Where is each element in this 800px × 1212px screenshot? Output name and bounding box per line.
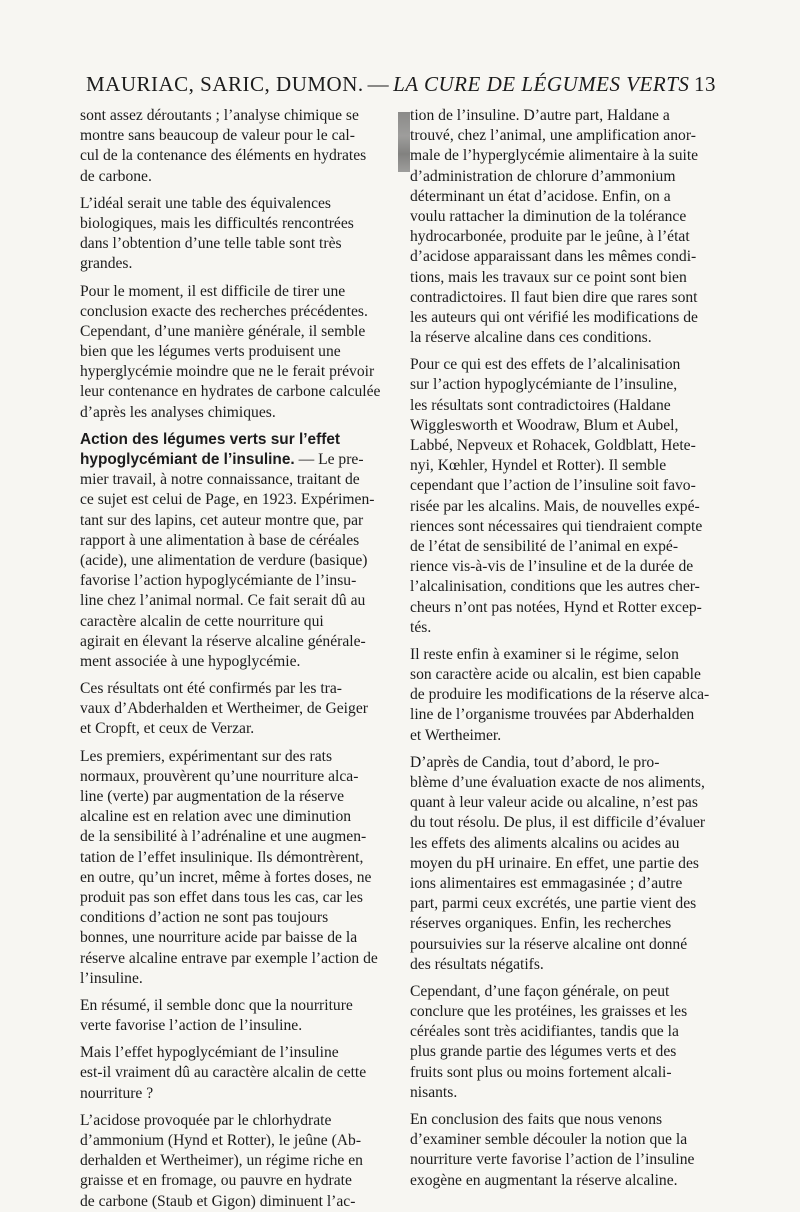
line-text: du tout résolu. De plus, il est difficile d’évaluer: [410, 814, 706, 832]
line-text: fruits sont plus ou moins fortement alcali-: [410, 1063, 672, 1081]
line-text: Pour ce qui est des effets de l’alcalinisation: [410, 356, 681, 374]
text-line: [410, 834, 722, 854]
line-text: de carbone (Staub et Gigon) diminuent l’ac-: [80, 1192, 356, 1210]
text-line: [80, 167, 392, 187]
text-line: [410, 935, 722, 955]
text-line: [80, 322, 392, 342]
text-line: [410, 1110, 722, 1130]
line-text: en outre, qu’un incret, même à fortes doses, ne: [80, 868, 372, 886]
line-text: de l’état de sensibilité de l’animal en expé-: [410, 537, 679, 555]
text-line: [410, 126, 722, 146]
text-line: [80, 1111, 392, 1131]
text-line: [410, 146, 722, 166]
text-line: [410, 537, 722, 557]
text-line: [410, 1042, 722, 1062]
page-number: 13: [694, 72, 716, 96]
text-line: [80, 214, 392, 234]
text-line: [80, 1084, 392, 1104]
text-line: [80, 282, 392, 302]
line-text: des résultats négatifs.: [410, 955, 544, 973]
header-authors: MAURIAC, SARIC, DUMON.: [86, 72, 364, 96]
text-line: [80, 490, 392, 510]
text-line: [80, 719, 392, 739]
line-text: exogène en augmentant la réserve alcaline.: [410, 1171, 678, 1189]
line-text: nourriture verte favorise l’action de l’insuline: [410, 1151, 695, 1169]
line-text: graisse et en fromage, ou pauvre en hydrate: [80, 1172, 352, 1190]
section-heading: hypoglycémiant de l’insuline.: [80, 451, 295, 468]
text-line: [410, 705, 722, 725]
line-text: Labbé, Nepveux et Rohacek, Goldblatt, Hete-: [410, 437, 696, 454]
text-line: [80, 1131, 392, 1151]
line-text: de carbone.: [80, 167, 152, 185]
text-line: [410, 1171, 722, 1191]
paragraph-gap: [80, 1104, 392, 1111]
right-column: [410, 106, 722, 1191]
line-text: L’idéal serait une table des équivalences: [80, 194, 331, 212]
text-line: [80, 302, 392, 322]
line-text: est-il vraiment dû au caractère alcalin de cette: [80, 1064, 367, 1082]
text-line: [410, 288, 722, 308]
text-line: [80, 767, 392, 787]
line-text: mier travail, à notre connaissance, traitant de: [80, 471, 360, 489]
line-text: D’après de Candia, tout d’abord, le pro-: [410, 753, 660, 771]
text-line: [410, 187, 722, 207]
line-text: tation de l’effet insulinique. Ils démontrèrent,: [80, 848, 364, 866]
line-text: line (verte) par augmentation de la réserve: [80, 788, 345, 805]
text-line: [80, 403, 392, 423]
text-line: [80, 571, 392, 591]
text-line: [80, 362, 392, 382]
paragraph-gap: [80, 1036, 392, 1043]
line-text: produit pas son effet dans tous les cas, car les: [80, 888, 363, 906]
line-text: rience vis-à-vis de l’insuline et de la durée de: [410, 558, 694, 576]
text-line: [80, 747, 392, 767]
text-line: [410, 167, 722, 187]
line-text: céréales sont très acidifiantes, tandis que la: [410, 1023, 679, 1041]
line-text: L’acidose provoquée par le chlorhydrate: [80, 1111, 332, 1129]
text-line: [80, 511, 392, 531]
running-header: [86, 72, 716, 100]
text-line: [80, 807, 392, 827]
text-line: [410, 227, 722, 247]
line-text: verte favorise l’action de l’insuline.: [80, 1017, 303, 1035]
text-line: [80, 1043, 392, 1063]
text-line: [80, 969, 392, 989]
line-text: cependant que l’action de l’insuline soit favo-: [410, 477, 696, 495]
text-line: [80, 632, 392, 652]
text-line: [80, 679, 392, 699]
line-text: Wigglesworth et Woodraw, Blum et Aubel,: [410, 416, 679, 434]
text-line: [410, 355, 722, 375]
line-text: derhalden et Wertheimer), un régime riche en: [80, 1152, 363, 1170]
section-heading: Action des légumes verts sur l’effet: [80, 430, 341, 448]
text-line: [80, 996, 392, 1016]
line-text: cul de la contenance des éléments en hydrates: [80, 147, 367, 165]
line-text: cheurs n’ont pas notées, Hynd et Rotter excep-: [410, 598, 702, 616]
paragraph-gap: [80, 187, 392, 194]
line-text: Mais l’effet hypoglycémiant de l’insuline: [80, 1044, 339, 1062]
text-line: [80, 382, 392, 402]
text-line: [410, 456, 722, 476]
line-text: sont assez déroutants ; l’analyse chimique se: [80, 107, 359, 124]
line-text: tions, mais les travaux sur ce point sont bien: [410, 268, 687, 286]
paragraph-gap: [410, 975, 722, 982]
line-text: male de l’hyperglycémie alimentaire à la suite: [410, 147, 699, 165]
text-line: [80, 531, 392, 551]
text-line: [80, 848, 392, 868]
text-line: [80, 342, 392, 362]
line-text: montre sans beaucoup de valeur pour le cal-: [80, 127, 355, 145]
text-line: [80, 234, 392, 254]
line-text: ce sujet est celui de Page, en 1923. Expérimen-: [80, 491, 375, 509]
line-text: dans l’obtention d’une telle table sont très: [80, 235, 342, 253]
text-line: [410, 207, 722, 227]
text-line: [410, 497, 722, 517]
line-text: line de l’organisme trouvées par Abderhalden: [410, 706, 695, 724]
line-text: nourriture ?: [80, 1084, 154, 1102]
line-text: caractère alcalin de cette nourriture qui: [80, 612, 324, 630]
line-text: leur contenance en hydrates de carbone calculée: [80, 383, 381, 401]
line-text: Cependant, d’une façon générale, on peut: [410, 982, 670, 1000]
text-line: [80, 787, 392, 807]
text-line: [80, 106, 392, 126]
text-line: [410, 726, 722, 746]
text-line: [80, 1063, 392, 1083]
text-line: [80, 652, 392, 672]
line-text: ment associée à une hypoglycémie.: [80, 652, 301, 670]
line-text: d’après les analyses chimiques.: [80, 403, 276, 421]
line-text: contradictoires. Il faut bien dire que rares sont: [410, 288, 698, 306]
text-line: [80, 254, 392, 274]
text-line: [410, 982, 722, 1002]
line-text: tant sur des lapins, cet auteur montre que, par: [80, 511, 364, 529]
text-line: [80, 126, 392, 146]
text-line: [80, 194, 392, 214]
line-text: agirait en élevant la réserve alcaline générale-: [80, 632, 366, 650]
left-column: [80, 106, 392, 1212]
line-text: déterminant un état d’acidose. Enfin, on a: [410, 187, 671, 205]
line-text: riences sont nécessaires qui tiendraient compte: [410, 517, 703, 535]
line-text: part, parmi ceux excrétés, une partie vient des: [410, 895, 697, 913]
line-text: nyi, Kœhler, Hyndel et Rotter). Il semble: [410, 457, 667, 475]
text-line: [410, 1150, 722, 1170]
line-text: hyperglycémie moindre que ne le ferait prévoir: [80, 363, 375, 381]
text-line: [410, 436, 722, 456]
header-title: LA CURE DE LÉGUMES VERTS: [393, 72, 690, 96]
text-line: [80, 1016, 392, 1036]
text-line: [410, 753, 722, 773]
line-text: voulu rattacher la diminution de la tolérance: [410, 207, 687, 225]
line-text: tés.: [410, 618, 432, 636]
text-line: [80, 146, 392, 166]
text-line: [410, 598, 722, 618]
paragraph-gap: [80, 740, 392, 747]
text-line: [410, 268, 722, 288]
text-line: [410, 1130, 722, 1150]
text-line: [410, 328, 722, 348]
line-text: conclusion exacte des recherches précédentes.: [80, 302, 368, 320]
text-line: [410, 375, 722, 395]
line-text: plus grande partie des légumes verts et des: [410, 1043, 677, 1061]
text-line: [80, 699, 392, 719]
scan-smudge: [398, 112, 410, 172]
line-text: d’ammonium (Hynd et Rotter), le jeûne (Ab-: [80, 1132, 362, 1149]
text-line: [410, 1063, 722, 1083]
line-text: moyen du pH urinaire. En effet, une partie des: [410, 854, 699, 872]
line-text: les auteurs qui ont vérifié les modifications de: [410, 308, 698, 326]
line-text: tion de l’insuline. D’autre part, Haldane a: [410, 107, 670, 124]
line-text: poursuivies sur la réserve alcaline ont donné: [410, 935, 688, 953]
line-text: la réserve alcaline dans ces conditions.: [410, 329, 652, 347]
paragraph-gap: [410, 1103, 722, 1110]
line-text: normaux, prouvèrent qu’une nourriture alca-: [80, 767, 359, 785]
line-text: conditions d’action ne sont pas toujours: [80, 909, 329, 927]
text-line: [410, 773, 722, 793]
text-line: [410, 685, 722, 705]
text-line: [410, 106, 722, 126]
text-line: [80, 450, 392, 470]
line-text: alcaline est en relation avec une diminution: [80, 808, 352, 826]
line-text: l’alcalinisation, conditions que les autres cher-: [410, 578, 700, 596]
line-text: favorise l’action hypoglycémiante de l’insu-: [80, 572, 357, 590]
line-text: les résultats sont contradictoires (Haldane: [410, 396, 671, 414]
line-text: de la sensibilité à l’adrénaline et une augmen-: [80, 828, 367, 846]
paragraph-gap: [80, 989, 392, 996]
paragraph-gap: [80, 672, 392, 679]
line-text: quant à leur valeur acide ou alcaline, n’est pas: [410, 794, 698, 812]
text-line: [410, 1083, 722, 1103]
line-text: — Le pre-: [294, 451, 364, 468]
text-line: [80, 1171, 392, 1191]
line-text: line chez l’animal normal. Ce fait serait dû au: [80, 592, 366, 610]
line-text: d’acidose apparaissant dans les mêmes condi-: [410, 248, 697, 266]
line-text: bonnes, une nourriture acide par baisse de la: [80, 929, 358, 947]
paragraph-gap: [410, 638, 722, 645]
line-text: (acide), une alimentation de verdure (basique): [80, 551, 368, 569]
text-line: [410, 308, 722, 328]
text-line: [80, 1151, 392, 1171]
line-text: et Cropft, et ceux de Verzar.: [80, 720, 255, 738]
text-line: [410, 416, 722, 436]
text-line: [410, 813, 722, 833]
line-text: bien que les légumes verts produisent une: [80, 343, 341, 361]
text-line: [410, 854, 722, 874]
line-text: d’examiner semble découler la notion que la: [410, 1131, 688, 1149]
text-line: [410, 955, 722, 975]
text-line: [80, 591, 392, 611]
line-text: nisants.: [410, 1083, 458, 1101]
text-line: [80, 827, 392, 847]
paragraph-gap: [80, 423, 392, 430]
line-text: En conclusion des faits que nous venons: [410, 1111, 663, 1128]
text-line: [80, 949, 392, 969]
line-text: sur l’action hypoglycémiante de l’insuline,: [410, 376, 678, 394]
line-text: Pour le moment, il est difficile de tirer une: [80, 282, 346, 300]
line-text: de produire les modifications de la réserve alca-: [410, 686, 710, 704]
text-line: [410, 247, 722, 267]
line-text: conclure que les protéines, les graisses et les: [410, 1003, 688, 1021]
text-line: [80, 888, 392, 908]
text-line: [410, 396, 722, 416]
text-line: [410, 914, 722, 934]
text-line: [410, 618, 722, 638]
text-line: [410, 645, 722, 665]
text-line: [410, 557, 722, 577]
line-text: Ces résultats ont été confirmés par les tra-: [80, 680, 342, 698]
line-text: trouvé, chez l’animal, une amplification anor-: [410, 127, 696, 145]
text-line: [410, 793, 722, 813]
text-line: [80, 868, 392, 888]
text-line: [410, 894, 722, 914]
line-text: vaux d’Abderhalden et Wertheimer, de Geiger: [80, 700, 368, 718]
text-line: [80, 1192, 392, 1212]
text-line: [410, 577, 722, 597]
line-text: hydrocarbonée, produite par le jeûne, à l’état: [410, 228, 690, 246]
line-text: risée par les alcalins. Mais, de nouvelles expé-: [410, 497, 700, 515]
text-line: [80, 928, 392, 948]
text-line: [410, 1022, 722, 1042]
text-line: [410, 1002, 722, 1022]
text-line: [80, 430, 392, 450]
line-text: rapport à une alimentation à base de céréales: [80, 531, 360, 549]
line-text: ions alimentaires est emmagasinée ; d’autre: [410, 874, 683, 892]
line-text: son caractère acide ou alcalin, est bien capable: [410, 666, 701, 684]
line-text: réserve alcaline entrave par exemple l’action de: [80, 949, 378, 967]
text-line: [410, 476, 722, 496]
line-text: blème d’une évaluation exacte de nos aliments,: [410, 774, 705, 791]
line-text: Les premiers, expérimentant sur des rats: [80, 747, 333, 765]
line-text: réserves organiques. Enfin, les recherches: [410, 915, 672, 933]
paragraph-gap: [410, 746, 722, 753]
line-text: l’insuline.: [80, 969, 143, 987]
text-line: [80, 908, 392, 928]
paragraph-gap: [80, 275, 392, 282]
text-line: [80, 551, 392, 571]
text-line: [80, 612, 392, 632]
text-line: [410, 665, 722, 685]
line-text: d’administration de chlorure d’ammonium: [410, 167, 676, 185]
line-text: En résumé, il semble donc que la nourriture: [80, 996, 353, 1014]
paragraph-gap: [410, 348, 722, 355]
line-text: biologiques, mais les difficultés rencontrées: [80, 214, 354, 232]
line-text: grandes.: [80, 255, 133, 273]
line-text: Cependant, d’une manière générale, il semble: [80, 322, 366, 340]
header-separator: —: [367, 72, 390, 96]
text-line: [410, 874, 722, 894]
line-text: Il reste enfin à examiner si le régime, selon: [410, 645, 679, 663]
line-text: et Wertheimer.: [410, 726, 502, 744]
text-line: [80, 470, 392, 490]
text-line: [410, 517, 722, 537]
line-text: les effets des aliments alcalins ou acides au: [410, 834, 680, 852]
